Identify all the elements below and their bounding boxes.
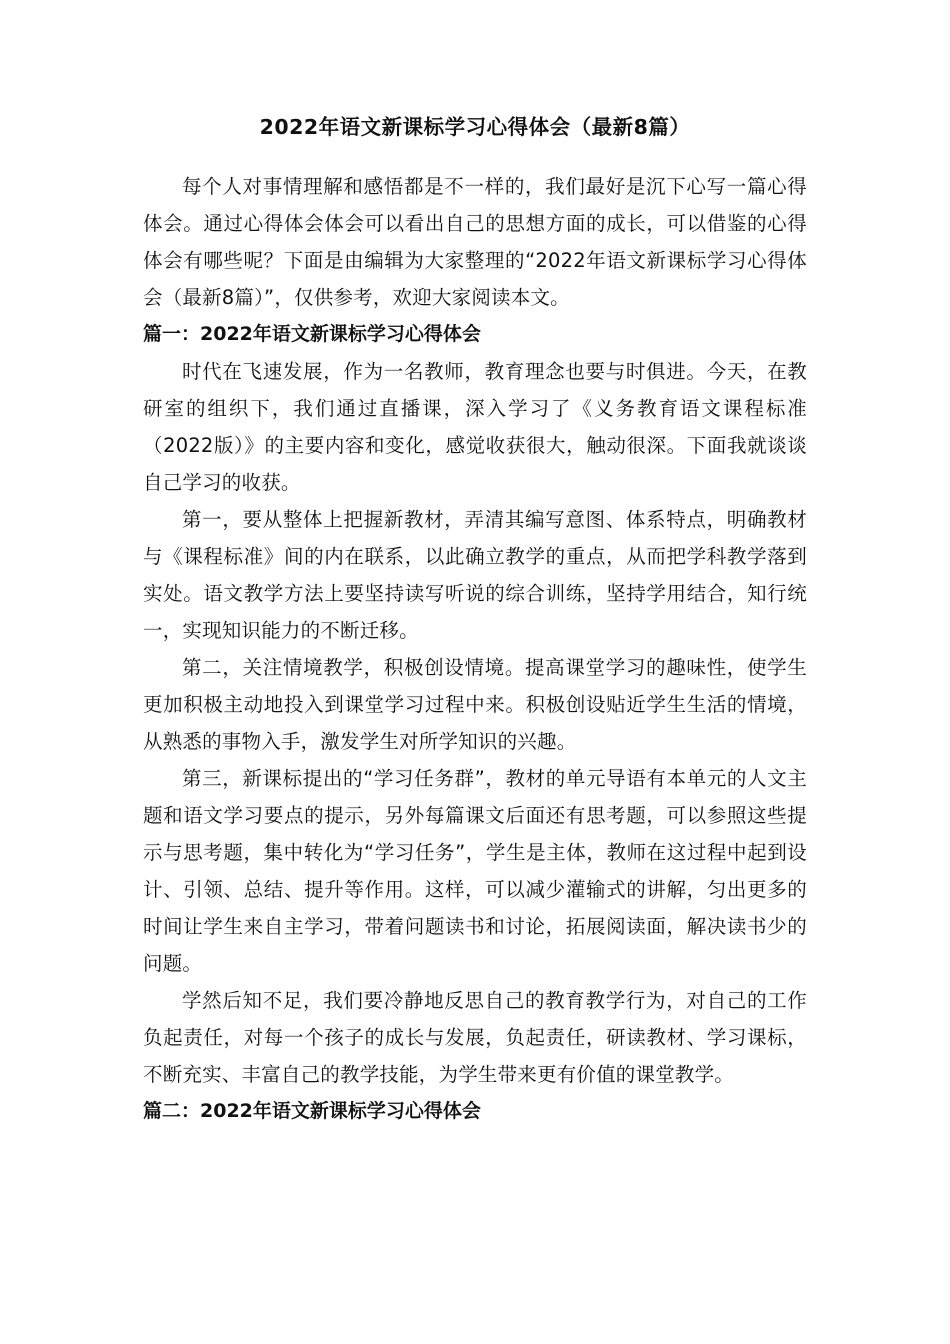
section-heading: 篇二：2022年语文新课标学习心得体会 (143, 1100, 481, 1122)
body-paragraph: 学然后知不足，我们要冷静地反思自己的教育教学行为，对自己的工作负起责任，对每一个孩子的成长与发展，负起责任，研读教材、学习课标，不断充实、丰富自己的教学技能，为学生带来更有价值的课堂教学。 (143, 989, 807, 1086)
section-heading: 篇一：2022年语文新课标学习心得体会 (143, 323, 481, 345)
section-2 (143, 1093, 807, 1130)
body-paragraph: 第二，关注情境教学，积极创设情境。提高课堂学习的趣味性，使学生更加积极主动地投入到课堂学习过程中来。积极创设贴近学生生活的情境，从熟悉的事物入手，激发学生对所学知识的兴趣。 (143, 656, 807, 753)
document-title: 2022年语文新课标学习心得体会（最新8篇） (259, 115, 691, 139)
body-paragraph: 第三，新课标提出的“学习任务群”，教材的单元导语有本单元的人文主题和语文学习要点的提示，另外每篇课文后面还有思考题，可以参照这些提示与思考题，集中转化为“学习任务”，学生是主体，教师在这过程中起到设计、引领、总结、提升等作用。这样，可以减少灌输式的讲解，匀出更多的时间让学生来自主学习，带着问题读书和讨论，拓展阅读面，解决读书少的问题。 (143, 767, 807, 975)
body-paragraph: 第一，要从整体上把握新教材，弄清其编写意图、体系特点，明确教材与《课程标准》间的内在联系，以此确立教学的重点，从而把学科教学落到实处。语文教学方法上要坚持读写听说的综合训练，坚持学用结合，知行统一，实现知识能力的不断迁移。 (143, 508, 807, 642)
intro-paragraph: 每个人对事情理解和感悟都是不一样的，我们最好是沉下心写一篇心得体会。通过心得体会体会可以看出自己的思想方面的成长，可以借鉴的心得体会有哪些呢？下面是由编辑为大家整理的“2022年语文新课标学习心得体会（最新8篇）”，仅供参考，欢迎大家阅读本文。 (143, 175, 807, 309)
section-1 (143, 316, 807, 1093)
body-paragraph: 时代在飞速发展，作为一名教师，教育理念也要与时俱进。今天，在教研室的组织下，我们通过直播课，深入学习了《义务教育语文课程标准（2022版）》的主要内容和变化，感觉收获很大，触动很深。下面我就谈谈自己学习的收获。 (143, 360, 807, 494)
document-body (143, 168, 807, 1130)
